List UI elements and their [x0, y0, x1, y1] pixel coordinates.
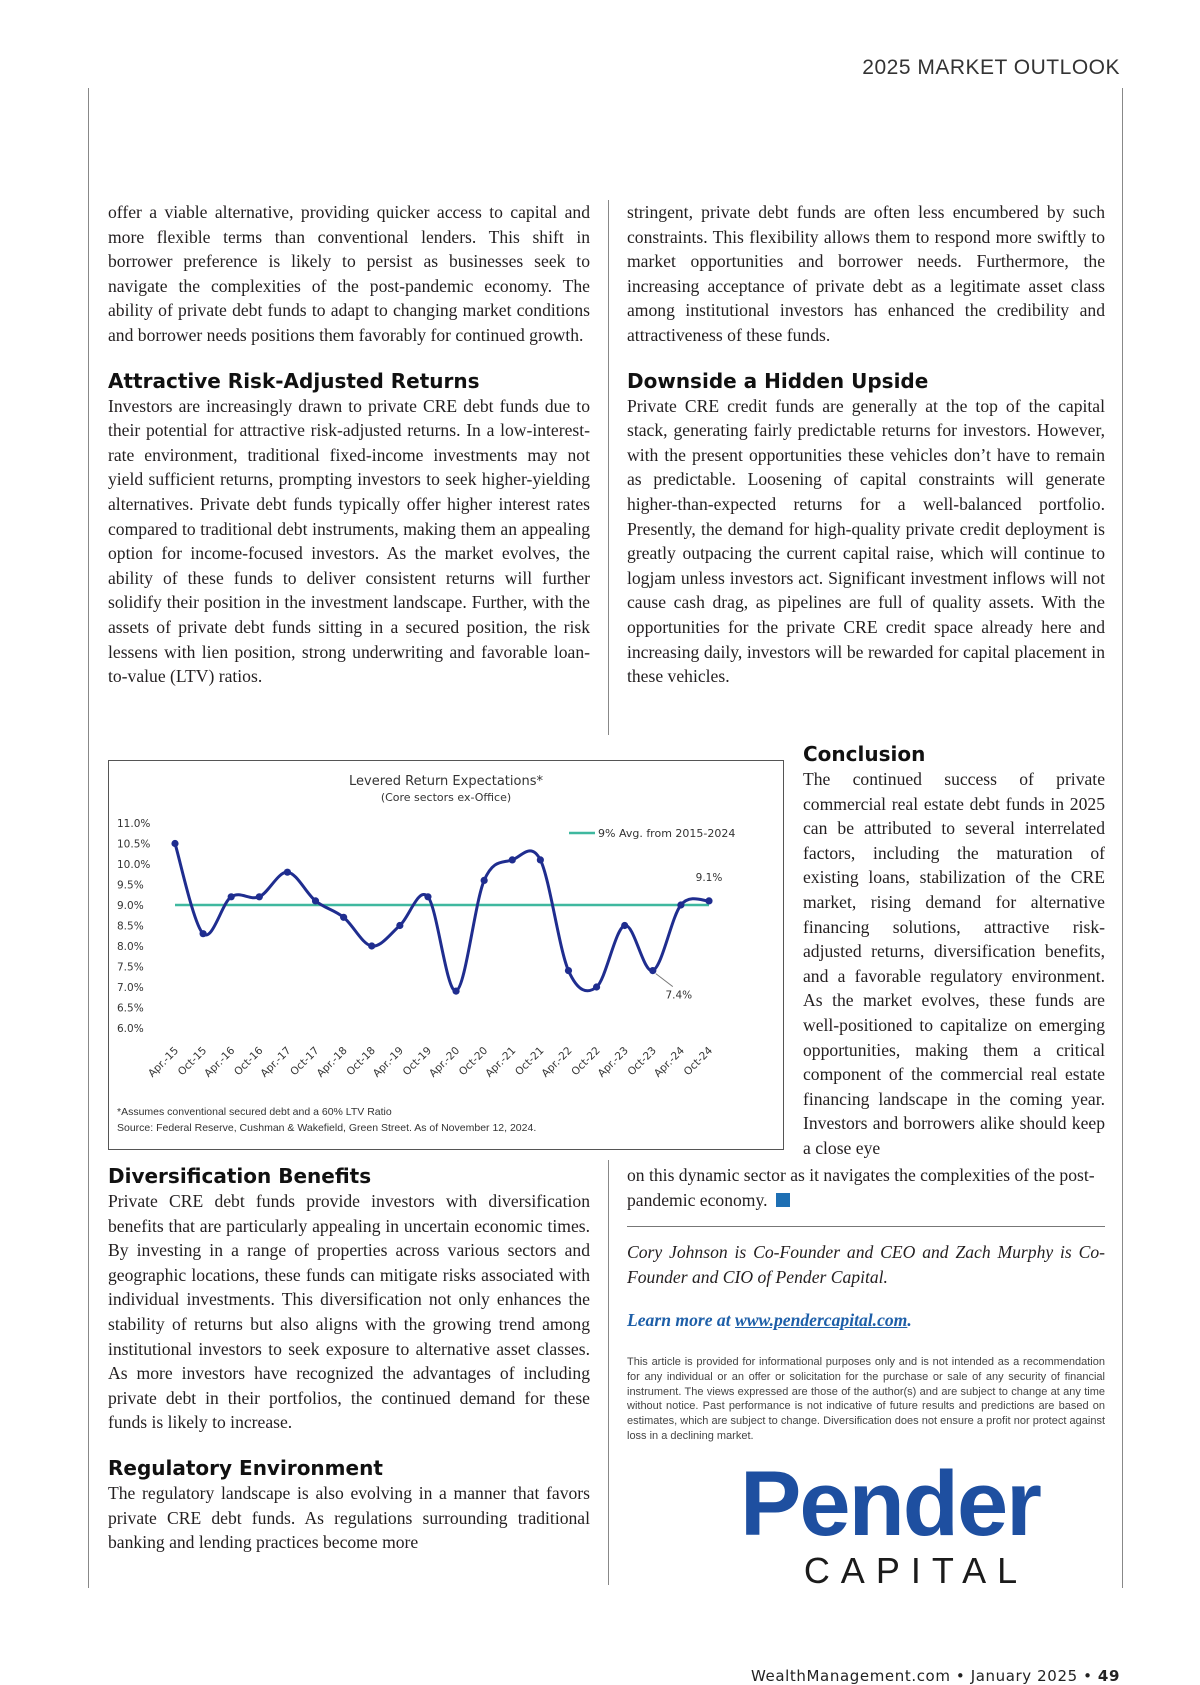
footer-site: WealthManagement.com — [750, 1667, 951, 1685]
x-axis-ticks — [146, 1044, 715, 1079]
data-point — [171, 840, 178, 847]
end-mark-icon — [776, 1193, 790, 1207]
annotation-leader — [656, 974, 673, 987]
conclusion-tail — [627, 1163, 1105, 1212]
chart-subtitle: (Core sectors ex-Office) — [380, 791, 512, 804]
author-divider — [627, 1226, 1105, 1227]
chart-legend — [569, 827, 735, 840]
diversification-heading: Diversification Benefits — [108, 1164, 372, 1188]
learn-more-prefix: Learn more at — [627, 1310, 736, 1330]
y-tick-label: 7.0% — [117, 982, 144, 994]
data-point — [593, 983, 600, 990]
data-point — [200, 930, 207, 937]
intro-paragraph: offer a viable alternative, providing quicker access to capital and more flexible terms than conventional lenders. This shift in borrower preference is likely to persist as businesses seek to navigate the complexities of the post-pandemic economy. The ability of private debt funds to adapt to changing market conditions and borrower needs positions them favorably for continued growth. — [108, 202, 590, 345]
y-axis-ticks — [117, 818, 150, 1035]
x-tick-label: Apr.-20 — [427, 1044, 463, 1080]
y-tick-label: 10.0% — [117, 859, 151, 871]
conclusion-block — [803, 741, 1105, 1161]
data-point — [649, 967, 656, 974]
x-tick-label: Oct-19 — [400, 1044, 435, 1079]
data-point — [537, 856, 544, 863]
right-column-top — [627, 200, 1105, 689]
page-number: 49 — [1097, 1667, 1120, 1685]
conclusion-tail-text: on this dynamic sector as it navigates the complexities of the post-pandemic economy. — [627, 1165, 1095, 1210]
page-footer — [751, 1667, 1120, 1685]
data-point — [396, 922, 403, 929]
x-tick-label: Apr.-24 — [651, 1044, 688, 1080]
data-point — [705, 897, 712, 904]
levered-return-line — [175, 844, 709, 992]
data-point — [481, 877, 488, 884]
y-tick-label: 10.5% — [117, 838, 151, 851]
x-tick-label: Apr.-15 — [145, 1044, 182, 1080]
data-point — [509, 856, 516, 863]
x-tick-label: Apr.-16 — [202, 1044, 238, 1080]
data-point — [452, 988, 459, 995]
column-divider-rule-bottom — [608, 1160, 609, 1585]
data-point — [228, 893, 235, 900]
logo-wordmark: Pender — [740, 1455, 1040, 1555]
pender-website-link[interactable]: www.pendercapital.com — [735, 1310, 908, 1330]
right-margin-rule — [1122, 88, 1123, 1588]
risk-adjusted-heading: Attractive Risk-Adjusted Returns — [108, 368, 480, 393]
x-tick-label: Oct-16 — [231, 1044, 266, 1079]
diversification-paragraph: Private CRE debt funds provide investors with diversification benefits that are particularly appealing in uncertain economic times. By investing in a range of properties across various sectors and geographic locations, these funds can mitigate risks associated with individual investments. This diversification not only enhances the stability of returns but also aligns with the growing trend among institutional investors to seek exposure to alternative asset classes. As more investors have recognized the advantages of including private debt in their portfolios, the continued demand for these funds is likely to increase. — [108, 1191, 590, 1433]
data-point — [677, 901, 684, 908]
x-tick-label: Apr.-17 — [258, 1044, 294, 1080]
chart-svg — [109, 761, 783, 1149]
left-margin-rule — [88, 88, 89, 1588]
y-tick-label: 8.5% — [117, 920, 144, 933]
x-tick-label: Oct-22 — [569, 1044, 603, 1079]
regulatory-heading: Regulatory Environment — [108, 1455, 383, 1480]
x-tick-label: Apr.-19 — [370, 1044, 406, 1080]
data-points — [171, 840, 712, 995]
learn-more-line — [627, 1310, 1105, 1331]
x-tick-label: Oct-15 — [175, 1044, 210, 1079]
continuation-paragraph: stringent, private debt funds are often less encumbered by such constraints. This flexibility allows them to respond more swiftly to market opportunities and borrower needs. Furthermore, the increasing acceptance of private debt as a legitimate asset class among institutional investors has enhanced the credibility and attractiveness of these funds. — [627, 202, 1105, 345]
chart-source: Source: Federal Reserve, Cushman & Wakefield, Green Street. As of November 12, 2024. — [117, 1122, 537, 1134]
disclaimer: This article is provided for informational purposes only and is not intended as a recommendation for any individual or an offer or solicitation for the purchase or sale of any security of financial instrument. The views expressed are those of the author(s) and are subject to change at any time without notice. Past performance is not indicative of future results and predictions are based on estimates, which are subject to change. Diversification does not ensure a profit nor protect against loss in a declining market. — [627, 1356, 1105, 1442]
x-tick-label: Oct-24 — [681, 1044, 716, 1079]
chart-annotations — [656, 872, 723, 1002]
y-tick-label: 9.5% — [117, 879, 144, 892]
y-tick-label: 6.5% — [117, 1002, 144, 1015]
data-point — [256, 893, 263, 900]
data-point — [284, 869, 291, 876]
running-head: 2025 MARKET OUTLOOK — [862, 56, 1120, 79]
x-tick-label: Oct-17 — [288, 1044, 322, 1079]
y-tick-label: 7.5% — [117, 961, 144, 974]
author-bio: Cory Johnson is Co-Founder and CEO and Zach Murphy is Co-Founder and CIO of Pender Capital. — [627, 1242, 1105, 1287]
y-tick-label: 9.0% — [117, 900, 144, 912]
pender-capital-logo — [700, 1455, 1080, 1595]
logo-subtitle: CAPITAL — [803, 1550, 1029, 1591]
chart-footnote: *Assumes conventional secured debt and a 60% LTV Ratio — [117, 1106, 392, 1118]
data-point — [368, 942, 375, 949]
risk-adjusted-paragraph: Investors are increasingly drawn to private CRE debt funds due to their potential for attractive risk-adjusted returns. In a low-interest-rate environment, traditional fixed-income investments may not yield sufficient returns, prompting investors to seek higher-yielding alternatives. Private debt funds typically offer higher interest rates compared to traditional debt instruments, making them an appealing option for income-focused investors. As the market evolves, the ability of these funds to deliver consistent returns will further solidify their position in the investment landscape. Further, with the assets of private debt funds sitting in a secured position, the risk lessens with lien position, strong underwriting and favorable loan-to-value (LTV) ratios. — [108, 395, 590, 687]
y-tick-label: 11.0% — [117, 818, 151, 830]
data-point — [312, 897, 319, 904]
downside-paragraph: Private CRE credit funds are generally at the top of the capital stack, generating fairly predictable returns for investors. However, with the present opportunities these vehicles don’t have to remain as predictable. Loosening of capital constraints will generate higher-than-expected returns for a well-balanced portfolio. Presently, the demand for high-quality private credit deployment is greatly outpacing the current capital raise, which will continue to logjam unless investors act. Significant investment inflows will not cause cash drag, as pipelines are full of quality assets. With the opportunities for the private CRE credit space already here and increasing daily, investors will be rewarded for capital placement in these vehicles. — [627, 395, 1105, 687]
regulatory-paragraph: The regulatory landscape is also evolving in a manner that favors private CRE debt funds. As regulations surrounding traditional banking and lending practices become more — [108, 1482, 590, 1553]
data-point — [621, 922, 628, 929]
column-divider-rule-top — [608, 200, 609, 735]
annotation-label: 9.1% — [695, 871, 723, 884]
x-tick-label: Oct-23 — [625, 1044, 659, 1079]
conclusion-heading: Conclusion — [803, 742, 926, 766]
annotation-label: 7.4% — [665, 989, 693, 1002]
data-point — [340, 914, 347, 921]
x-tick-label: Oct-18 — [344, 1044, 378, 1079]
left-column-top — [108, 200, 590, 689]
left-column-bottom — [108, 1163, 590, 1555]
footer-separator: • — [950, 1667, 971, 1685]
footer-separator-2: • — [1077, 1667, 1098, 1685]
levered-return-chart — [108, 760, 784, 1150]
data-point — [424, 893, 431, 900]
x-tick-label: Apr.-21 — [483, 1044, 519, 1080]
x-tick-label: Apr.-22 — [539, 1044, 575, 1080]
x-tick-label: Apr.-18 — [314, 1044, 350, 1080]
x-tick-label: Oct-20 — [456, 1044, 491, 1079]
data-point — [565, 967, 572, 974]
x-tick-label: Oct-21 — [513, 1044, 547, 1079]
legend-label: 9% Avg. from 2015-2024 — [598, 827, 736, 840]
downside-heading: Downside a Hidden Upside — [627, 368, 929, 393]
chart-title: Levered Return Expectations* — [349, 774, 543, 789]
y-tick-label: 6.0% — [117, 1023, 144, 1035]
x-tick-label: Apr.-23 — [595, 1044, 631, 1080]
footer-date: January 2025 — [970, 1667, 1078, 1685]
y-tick-label: 8.0% — [117, 941, 144, 953]
learn-more-suffix: . — [907, 1310, 912, 1330]
conclusion-paragraph: The continued success of private commercial real estate debt funds in 2025 can be attributed to several interrelated factors, including the maturation of existing loans, stabilization of the CRE market, rising demand for alternative financing solutions, attractive risk-adjusted returns, diversification benefits, and a favorable regulatory environment. As the market evolves, these funds are well-positioned to capitalize on emerging opportunities, making them a critical component of the commercial real estate financing landscape in the coming year. Investors and borrowers alike should keep a close eye — [803, 769, 1105, 1158]
